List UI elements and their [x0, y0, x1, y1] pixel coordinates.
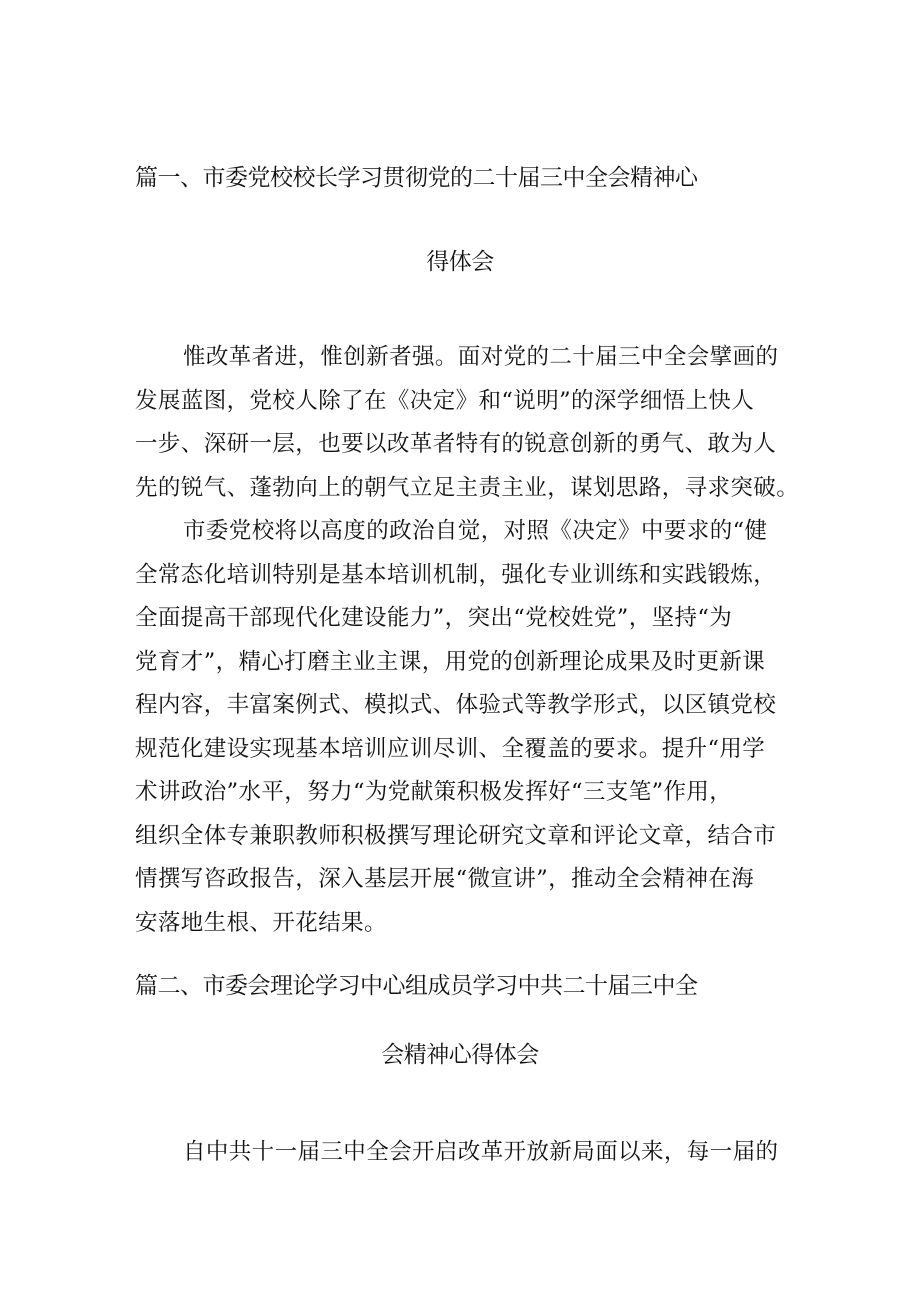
article1-paragraph-1	[135, 336, 800, 510]
article1-paragraph-2	[135, 510, 795, 945]
article2-paragraph-1	[135, 1131, 795, 1175]
paragraph-line: 党育才”，精心打磨主业主课，用党的创新理论成果及时更新课	[135, 648, 766, 675]
paragraph-line: 全常态化培训特别是基本培训机制，强化专业训练和实践锻炼，	[135, 561, 777, 588]
paragraph-line: 全面提高干部现代化建设能力”，突出“党校姓党”，坚持“为	[135, 605, 733, 631]
paragraph-line: 自中共十一届三中全会开启改革开放新局面以来，每一届的	[183, 1139, 779, 1165]
article1-title-line1: 篇一、市委党校校长学习贯彻党的二十届三中全会精神心	[135, 165, 698, 191]
paragraph-line: 惟改革者进，惟创新者强。面对党的二十届三中全会擘画的	[183, 344, 779, 370]
paragraph-line: 发展蓝图，党校人除了在《决定》和“说明”的深学细悟上快人	[135, 387, 755, 414]
paragraph-line: 组织全体专兼职教师积极撰写理论研究文章和评论文章，结合市	[135, 822, 777, 849]
article1-title-line2: 得体会	[426, 249, 494, 275]
paragraph-line: 术讲政治”水平，努力“为党献策积极发挥好“三支笔”作用，	[135, 779, 733, 805]
paragraph-line: 规范化建设实现基本培训应训尽训、全覆盖的要求。提升“用学	[135, 735, 766, 762]
paragraph-line: 先的锐气、蓬勃向上的朝气立足主责主业，谋划思路，寻求突破。	[135, 474, 800, 501]
paragraph-line: 情撰写咨政报告，深入基层开展“微宣讲”，推动全会精神在海	[135, 866, 755, 892]
paragraph-line: 程内容，丰富案例式、模拟式、体验式等教学形式，以区镇党校	[135, 692, 777, 718]
article2-title-line2: 会精神心得体会	[381, 1042, 539, 1068]
paragraph-line: 一步、深研一层，也要以改革者特有的锐意创新的勇气、敢为人	[135, 431, 777, 457]
article2-title-line1: 篇二、市委会理论学习中心组成员学习中共二十届三中全	[135, 973, 698, 999]
paragraph-line: 安落地生根、开花结果。	[135, 909, 387, 936]
paragraph-line: 市委党校将以高度的政治自觉，对照《决定》中要求的“健	[183, 518, 768, 544]
